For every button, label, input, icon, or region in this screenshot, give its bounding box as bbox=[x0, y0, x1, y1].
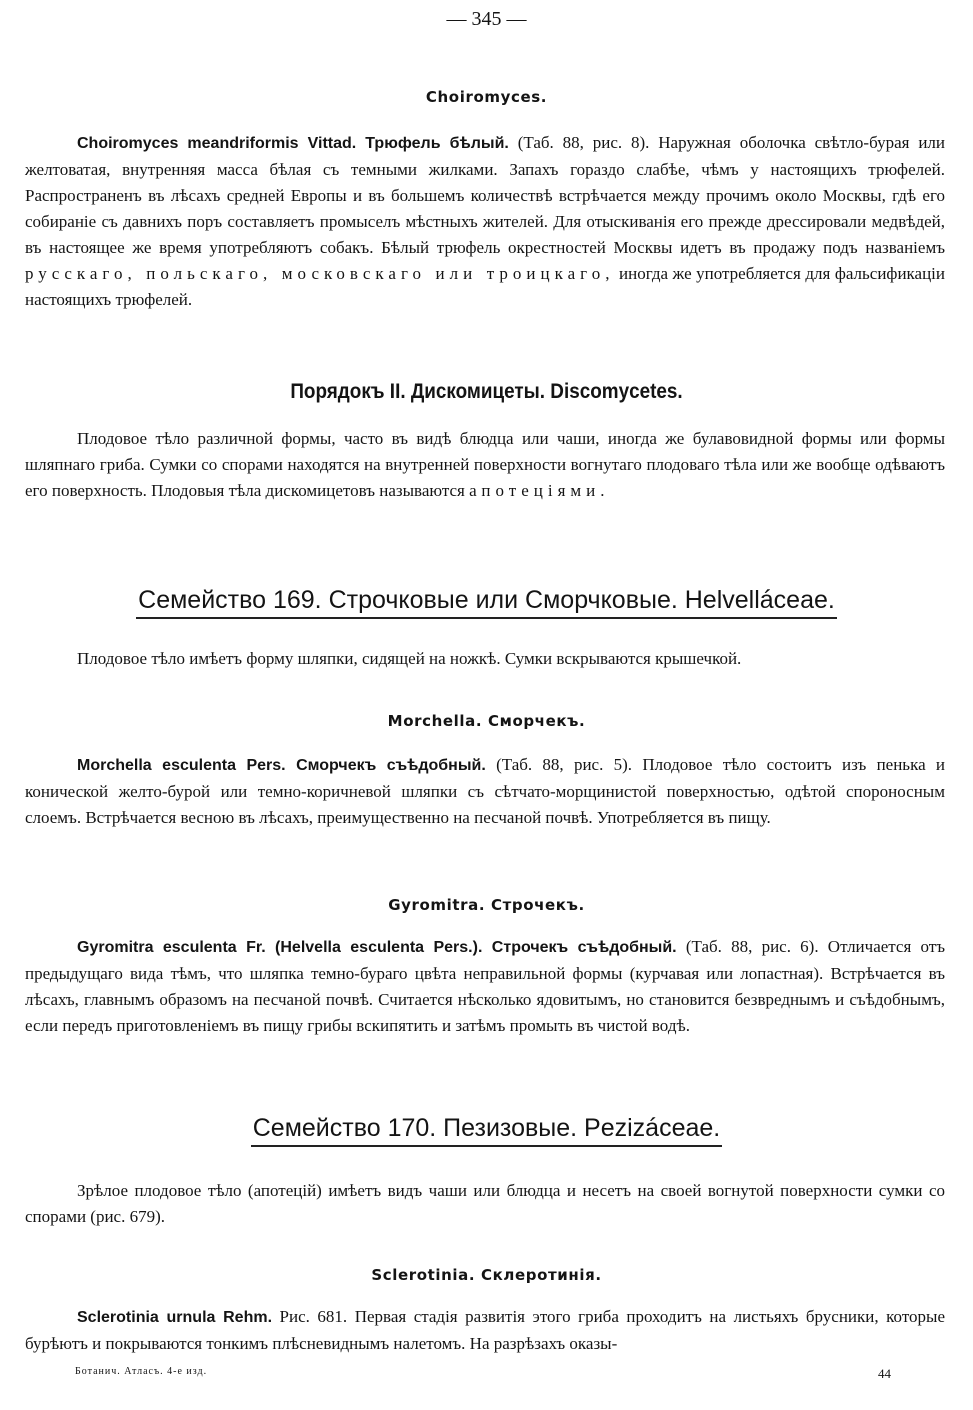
paragraph-choiromyces bbox=[25, 130, 945, 313]
paragraph-text: Рис. 681. Первая стадія развитія этого гриба проходитъ на листьяхъ брусники, которые бурѣютъ и покрываются тонкимъ плѣсневиднымъ налетомъ. На разрѣзахъ оказы- bbox=[25, 1307, 946, 1353]
paragraph-gyromitra bbox=[25, 934, 945, 1039]
paragraph-helvellaceae: Плодовое тѣло имѣетъ форму шляпки, сидящей на ножкѣ. Сумки вскрываются крышечкой. bbox=[77, 649, 742, 668]
genus-heading-sclerotinia: Sclerotinia. Склеротинія. bbox=[371, 1266, 602, 1284]
paragraph-morchella bbox=[25, 752, 945, 831]
family-heading-170 bbox=[0, 1114, 973, 1147]
spaced-text: русскаго, польскаго, московскаго или троицкаго, bbox=[25, 264, 615, 283]
paragraph-text: иногда же употребляется для фальсификаціи настоящихъ трюфелей. bbox=[25, 264, 946, 309]
page-number: — 345 — bbox=[446, 8, 527, 30]
paragraph-text: (Таб. 88, рис. 8). Наружная оболочка свѣтло-бурая или желтоватая, внутренняя масса бѣлая съ темными жилками. Запахъ гораздо слабѣе, чѣмъ у настоящихъ трюфелей. Распространенъ въ лѣсахъ средней Европы и въ большемъ количествѣ встрѣчается между прочимъ около Москвы, гдѣ его собираніе съ давнихъ поръ составляетъ промыселъ мѣстныхъ жителей. Для отыскиванія его прежде дрессировали медвѣдей, въ настоящее же время употребляютъ собакъ. Бѣлый трюфель окрестностей Москвы идетъ въ продажу подъ названіемъ bbox=[25, 133, 945, 257]
species-name: Choiromyces meandriformis Vittad. Трюфель бѣлый. bbox=[77, 135, 509, 152]
species-name: Morchella esculenta Pers. Сморчекъ съѣдобный. bbox=[77, 757, 486, 774]
paragraph-pezizaceae: Зрѣлое плодовое тѣло (апотецій) имѣетъ видъ чаши или блюдца и несетъ на своей вогнутой поверхности сумки со спорами (рис. 679). bbox=[25, 1181, 945, 1226]
paragraph-sclerotinia bbox=[25, 1304, 945, 1357]
family-title: Семейство 169. Строчковые или Сморчковые. Helvellácеае. bbox=[136, 586, 837, 619]
footer-sheet-number: 44 bbox=[878, 1366, 891, 1381]
paragraph-text: Плодовое тѣло различной формы, часто въ видѣ блюдца или чаши, иногда же булавовидной формы или формы шляпнаго гриба. Сумки со спорами находятся на внутренней поверхности вогнутаго плодоваго тѣла или же вообще одѣваютъ его поверхность. Плодовыя тѣла дискомицетовъ называются bbox=[25, 429, 945, 500]
species-name: Sclerotinia urnula Rehm. bbox=[77, 1309, 273, 1326]
paragraph-text: (Таб. 88, рис. 5). Плодовое тѣло состоитъ изъ пенька и конической желто-бурой или темно-коричневой шляпки съ сѣтчато-морщинистой поверхностью, одѣтой спороносным слоемъ. Встрѣчается весною въ лѣсахъ, преимущественно на песчаной почвѣ. Употребляется въ пищу. bbox=[25, 755, 945, 827]
genus-heading-gyromitra: Gyromitra. Строчекъ. bbox=[388, 896, 585, 914]
genus-heading-morchella: Morchella. Сморчекъ. bbox=[387, 712, 586, 730]
footer-signature: Ботанич. Атласъ. 4-е изд. bbox=[75, 1366, 208, 1377]
paragraph-text: (Таб. 88, рис. 6). Отличается отъ предыдущаго вида тѣмъ, что шляпка темно-бураго цвѣта неправильной формы (курчавая или лопастная). Встрѣчается въ лѣсахъ, главнымъ образомъ на песчаной почвѣ. Считается нѣсколько ядовитымъ, но становится безвреднымъ и съѣдобнымъ, если передъ приготовленіемъ въ пищу грибы вскипятить и затѣмъ промыть въ чистой водѣ. bbox=[25, 937, 945, 1035]
genus-heading-choiromyces: Choiromyces. bbox=[425, 88, 548, 106]
order-heading: Порядокъ II. Дискомицеты. Discomycetes. bbox=[290, 380, 683, 403]
species-name: Gyromitra esculenta Fr. (Helvella esculenta Pers.). Строчекъ съѣдобный. bbox=[77, 939, 677, 956]
family-title: Семейство 170. Пезизовые. Pezizácеае. bbox=[251, 1114, 723, 1147]
paragraph-discomycetes bbox=[25, 426, 945, 504]
spaced-text: апотеціями. bbox=[469, 481, 610, 500]
family-heading-169 bbox=[0, 586, 973, 619]
